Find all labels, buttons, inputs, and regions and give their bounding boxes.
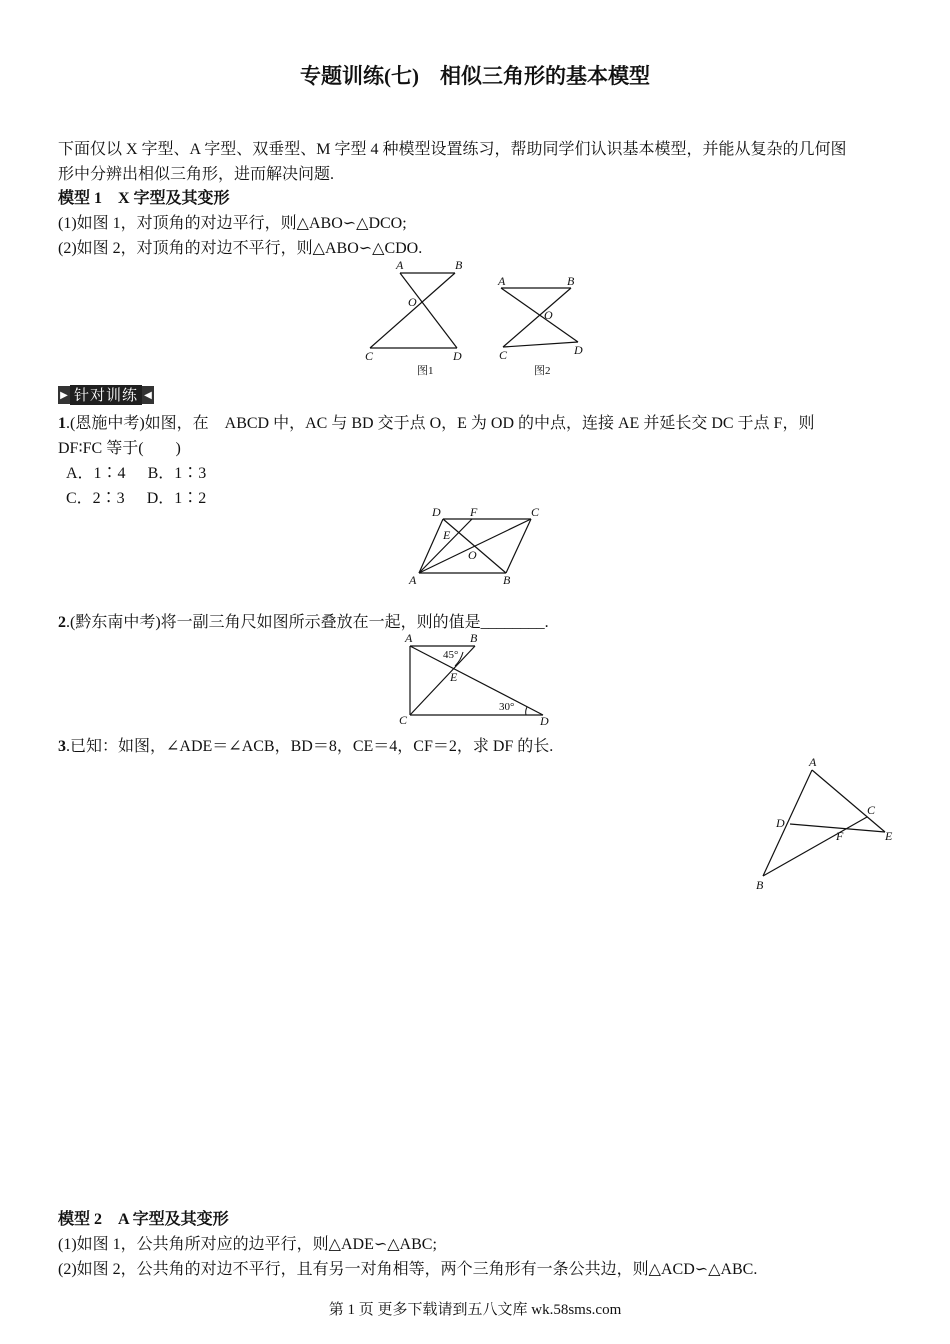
fig2-label-D: D — [574, 343, 583, 357]
fig2-label-A: A — [498, 274, 506, 288]
q1-options-row-2 — [66, 486, 206, 511]
q2-label-D: D — [540, 714, 549, 728]
q3-text: .已知：如图，∠ADE＝∠ACB，BD＝8，CE＝4，CF＝2，求 DF 的长. — [66, 738, 554, 755]
q2-angle-45: 45° — [443, 649, 459, 661]
fig1-caption: 图1 — [417, 365, 434, 377]
q2-label-E: E — [450, 670, 458, 684]
q3-label-A: A — [809, 755, 817, 769]
q1-option-c: C．2∶3 — [66, 490, 125, 507]
q2-angle-30: 30° — [499, 701, 515, 713]
intro-line-1: 下面仅以 X 字型、A 字型、双垂型、M 字型 4 种模型设置练习，帮助同学们认识基本模型，并能从复杂的几何图 — [58, 141, 847, 158]
model2-heading: 模型 2 A 字型及其变形 — [58, 1211, 229, 1228]
page-footer: 第 1 页 更多下载请到五八文库 wk.58sms.com — [328, 1302, 622, 1318]
fig2-label-O: O — [544, 308, 553, 322]
q2-text: .(黔东南中考)将一副三角尺如图所示叠放在一起，则的值是________. — [66, 614, 549, 631]
q3-number: 3 — [58, 738, 66, 755]
q1-label-A: A — [409, 573, 417, 587]
intro-line-2: 形中分辨出相似三角形，进而解决问题. — [58, 166, 335, 183]
fig1-label-O: O — [408, 295, 417, 309]
model1-item-1: (1)如图 1，对顶角的对边平行，则△ABO∽△DCO; — [58, 215, 407, 232]
model1-heading: 模型 1 X 字型及其变形 — [58, 190, 230, 207]
model2-item-2: (2)如图 2，公共角的对边不平行，且有另一对角相等，两个三角形有一条公共边，则△ACD∽△ABC. — [58, 1261, 758, 1278]
fig2-caption: 图2 — [534, 365, 551, 377]
q3-figure — [745, 752, 905, 897]
fig1-label-C: C — [365, 349, 374, 363]
question-3 — [58, 734, 553, 759]
q2-label-C: C — [399, 713, 408, 727]
q2-figure — [395, 628, 560, 728]
q1-number: 1 — [58, 415, 66, 432]
q1-label-F: F — [470, 505, 478, 519]
intro — [58, 137, 898, 187]
fig1-label-D: D — [453, 349, 462, 363]
question-1 — [58, 411, 898, 461]
q1-label-E: E — [443, 528, 451, 542]
practice-badge — [58, 385, 154, 405]
model2-item-1: (1)如图 1，公共角所对应的边平行，则△ADE∽△ABC; — [58, 1236, 437, 1253]
q1-figure — [400, 503, 550, 588]
page-title: 专题训练(七) 相似三角形的基本模型 — [300, 64, 650, 88]
fig2-label-C: C — [499, 348, 508, 362]
q1-label-D: D — [432, 505, 441, 519]
q1-option-d: D．1∶2 — [146, 490, 207, 507]
q1-label-B: B — [503, 573, 511, 587]
fig2-label-B: B — [567, 274, 575, 288]
q1-option-a: A．1∶4 — [66, 465, 126, 482]
model1-item-2: (2)如图 2，对顶角的对边不平行，则△ABO∽△CDO. — [58, 240, 423, 257]
q1-label-O: O — [468, 548, 477, 562]
play-right-icon: ▶ — [58, 386, 70, 404]
q3-label-B: B — [756, 878, 764, 892]
q2-label-B: B — [470, 631, 478, 645]
practice-badge-label: 针对训练 — [70, 385, 142, 405]
q2-number: 2 — [58, 614, 66, 631]
q1-line-1: .(恩施中考)如图，在 ABCD 中，AC 与 BD 交于点 O，E 为 OD 的中点，连接 AE 并延长交 DC 于点 F，则 — [66, 415, 815, 432]
q1-option-b: B．1∶3 — [147, 465, 207, 482]
fig1-label-A: A — [396, 258, 404, 272]
q1-options-row-1 — [66, 461, 206, 486]
figure-1 — [365, 258, 463, 377]
play-left-icon: ◀ — [142, 386, 154, 404]
q3-label-F: F — [836, 829, 844, 843]
figure-2 — [497, 274, 583, 377]
q2-label-A: A — [405, 631, 413, 645]
q1-line-2: DF∶FC 等于( ) — [58, 440, 181, 457]
fig1-label-B: B — [455, 258, 463, 272]
q1-label-C: C — [531, 505, 540, 519]
q3-label-E: E — [885, 829, 893, 843]
model1-figures — [355, 256, 605, 381]
q3-label-C: C — [867, 803, 876, 817]
q3-label-D: D — [776, 816, 785, 830]
